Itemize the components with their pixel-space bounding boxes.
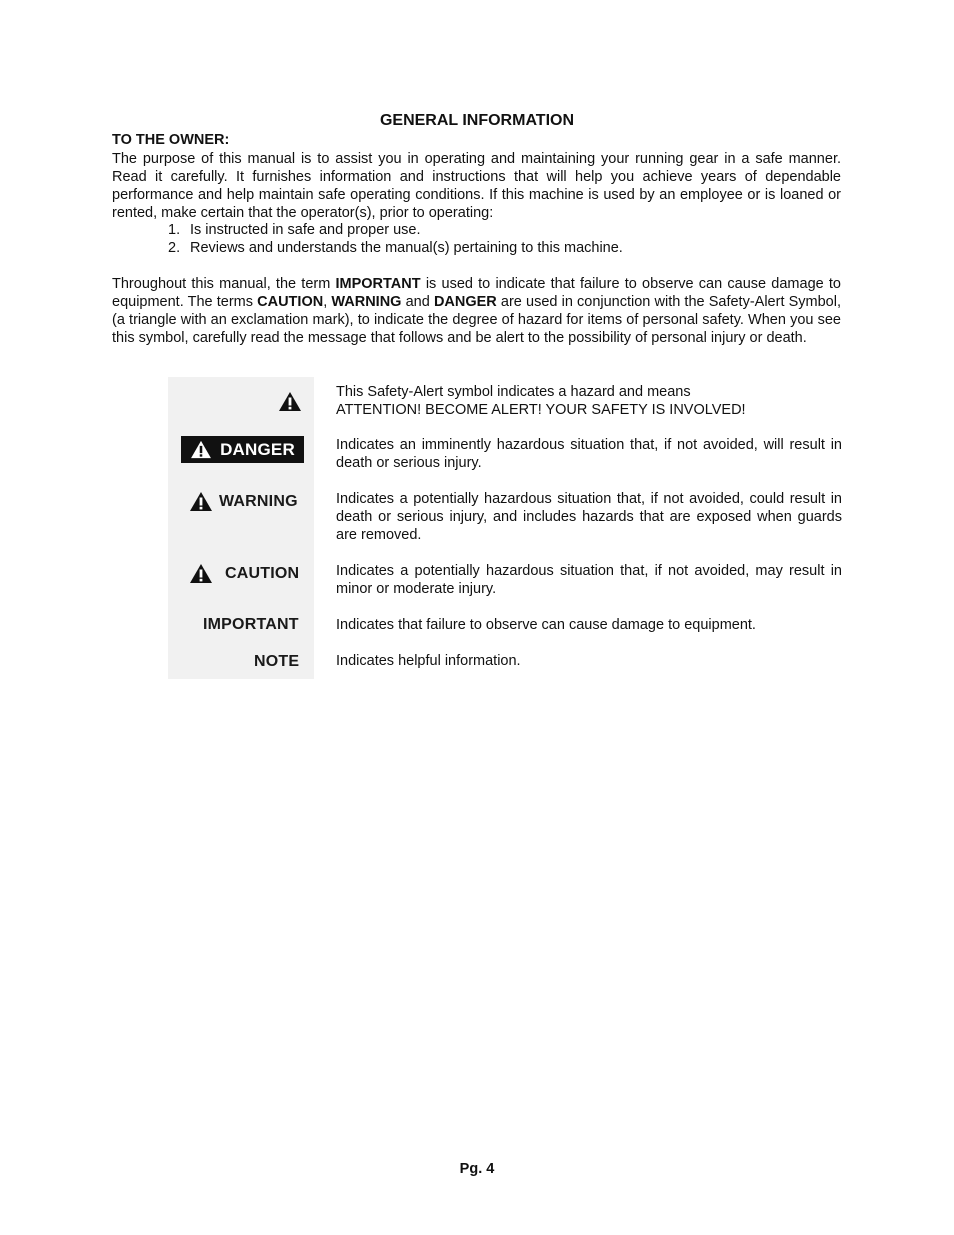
caution-description: Indicates a potentially hazardous situation that, if not avoided, may result in minor or moderate injury. <box>336 563 842 597</box>
caution-signal-word <box>189 563 299 584</box>
caution-alert-icon <box>189 563 213 584</box>
warning-description: Indicates a potentially hazardous situation that, if not avoided, could result in death or serious injury, and includes hazards that are exposed when guards are removed. <box>336 491 842 543</box>
warning-label: WARNING <box>219 492 298 510</box>
danger-alert-icon <box>190 440 212 459</box>
term-warning: WARNING <box>331 294 402 310</box>
note-description: Indicates helpful information. <box>336 653 521 669</box>
important-label: IMPORTANT <box>203 616 299 633</box>
list-item: 2. Reviews and understands the manual(s) pertaining to this machine. <box>168 240 623 256</box>
section-heading-owner: TO THE OWNER: <box>112 132 230 148</box>
safety-alert-icon <box>278 391 302 412</box>
term-important: IMPORTANT <box>335 276 421 292</box>
important-signal-word <box>203 616 299 634</box>
alert-description: This Safety-Alert symbol indicates a hazard and means ATTENTION! BECOME ALERT! YOUR SAFETY IS INVOLVED! <box>336 384 746 418</box>
operator-requirements-list <box>168 221 623 257</box>
danger-label: DANGER <box>220 439 295 459</box>
page-title: GENERAL INFORMATION <box>379 112 575 129</box>
warning-signal-word <box>189 491 298 512</box>
danger-description: Indicates an imminently hazardous situation that, if not avoided, will result in death or serious injury. <box>336 437 842 471</box>
note-label: NOTE <box>254 653 300 670</box>
caution-label: CAUTION <box>225 564 300 582</box>
owner-intro-paragraph: The purpose of this manual is to assist you in operating and maintaining your running gear in a safe manner. Read it carefully. It furnishes information and instructions that will help you achieve years of dependable performance and help maintain safe operating conditions. If this machine is used by an employee or is loaned or rented, make certain that the operator(s), prior to operating: <box>112 151 841 221</box>
term-danger: DANGER <box>433 294 497 310</box>
list-item: 1. Is instructed in safe and proper use. <box>168 222 421 238</box>
warning-alert-icon <box>189 491 213 512</box>
page-number: Pg. 4 <box>459 1161 495 1177</box>
note-signal-word <box>254 653 299 671</box>
safety-symbols-panel <box>168 377 314 679</box>
danger-signal-word <box>181 436 304 463</box>
term-caution: CAUTION <box>257 294 324 310</box>
terms-paragraph: Throughout this manual, the term IMPORTANT is used to indicate that failure to observe can cause damage to equipment. The terms CAUTION, WARNING and DANGER are used in conjunction with the Safety-Alert Symbol, (a triangle with an exclamation mark), to indicate the degree of hazard for items of personal safety. When you see this symbol, carefully read the message that follows and be alert to the possibility of personal injury or death. <box>112 276 841 346</box>
important-description: Indicates that failure to observe can cause damage to equipment. <box>336 617 756 633</box>
